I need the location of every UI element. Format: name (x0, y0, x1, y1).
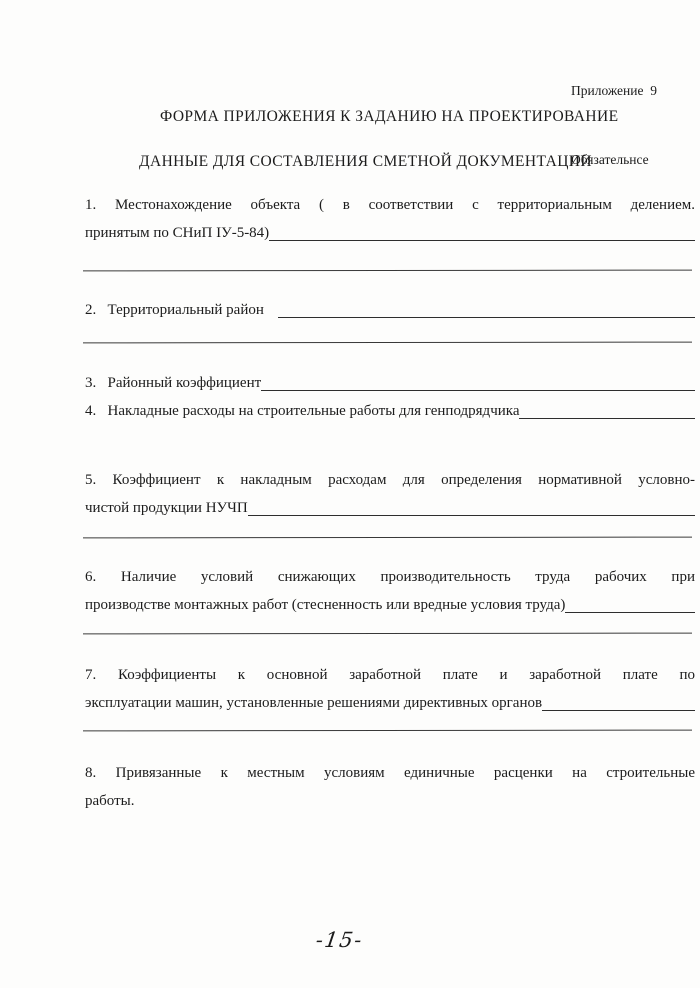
item-1-line-2-text: принятым по СНиП IУ-5-84) (85, 225, 270, 241)
item-1-line-1: 1. Местонахождение объекта ( в соответствии с территориальным делением. (85, 197, 695, 213)
form-item-6 (85, 563, 695, 619)
page-number: -15- (314, 928, 365, 952)
item-7-fill-blank (542, 689, 695, 711)
item-1-fill-blank (269, 219, 695, 241)
item-5-line-1: 5. Коэффициент к накладным расходам для определения нормативной условно- (85, 472, 695, 488)
item-3-line (85, 369, 695, 397)
item-7-line-2-text: эксплуатации машин, установленные решениями директивных органов (85, 695, 543, 711)
form-item-1 (85, 191, 695, 247)
item-5-line-2-text: чистой продукции НУЧП (85, 500, 248, 516)
item-8-line-2: работы. (85, 793, 135, 809)
item-5-fill-blank (248, 494, 695, 516)
form-item-8 (85, 759, 695, 815)
item-6-line-2-text: производстве монтажных работ (стесненность или вредные условия труда) (85, 597, 566, 613)
form-item-5 (85, 466, 695, 522)
form-item-4 (85, 397, 695, 425)
item-4-line (85, 397, 695, 425)
item-4-label: 4. Накладные расходы на строительные работы для генподрядчика (85, 403, 520, 419)
item-5-line-2 (85, 494, 695, 522)
form-title: ФОРМА ПРИЛОЖЕНИЯ К ЗАДАНИЮ НА ПРОЕКТИРОВАНИЕ (160, 108, 619, 125)
item-2-continuation-line (83, 342, 692, 344)
item-2-label: 2. Территориальный район (85, 302, 264, 318)
form-subtitle: ДАННЫЕ ДЛЯ СОСТАВЛЕНИЯ СМЕТНОЙ ДОКУМЕНТАЦИИ (139, 153, 592, 170)
item-7-line-2 (85, 689, 695, 717)
item-8-line-1: 8. Привязанные к местным условиям единичные расценки на строительные (85, 765, 695, 781)
item-2-fill-blank (278, 296, 695, 318)
form-item-2 (85, 296, 695, 324)
item-7-line-1: 7. Коэффициенты к основной заработной плате и заработной плате по (85, 667, 695, 683)
appendix-note-line1: Приложение 9 (571, 83, 657, 98)
item-6-fill-blank (565, 591, 695, 613)
item-3-fill-blank (261, 369, 695, 391)
item-5-continuation-line (83, 537, 692, 539)
item-6-continuation-line (83, 633, 692, 635)
item-1-line-2 (85, 219, 695, 247)
item-7-continuation-line (83, 730, 692, 732)
item-6-line-1: 6. Наличие условий снижающих производительность труда рабочих при (85, 569, 695, 585)
item-2-line (85, 296, 695, 324)
item-4-fill-blank (519, 397, 695, 419)
item-1-continuation-line (83, 270, 692, 272)
appendix-note-line2: Обязательнсе (571, 152, 649, 167)
item-6-line-2 (85, 591, 695, 619)
form-item-7 (85, 661, 695, 717)
form-item-3 (85, 369, 695, 397)
item-3-label: 3. Районный коэффициент (85, 375, 262, 391)
